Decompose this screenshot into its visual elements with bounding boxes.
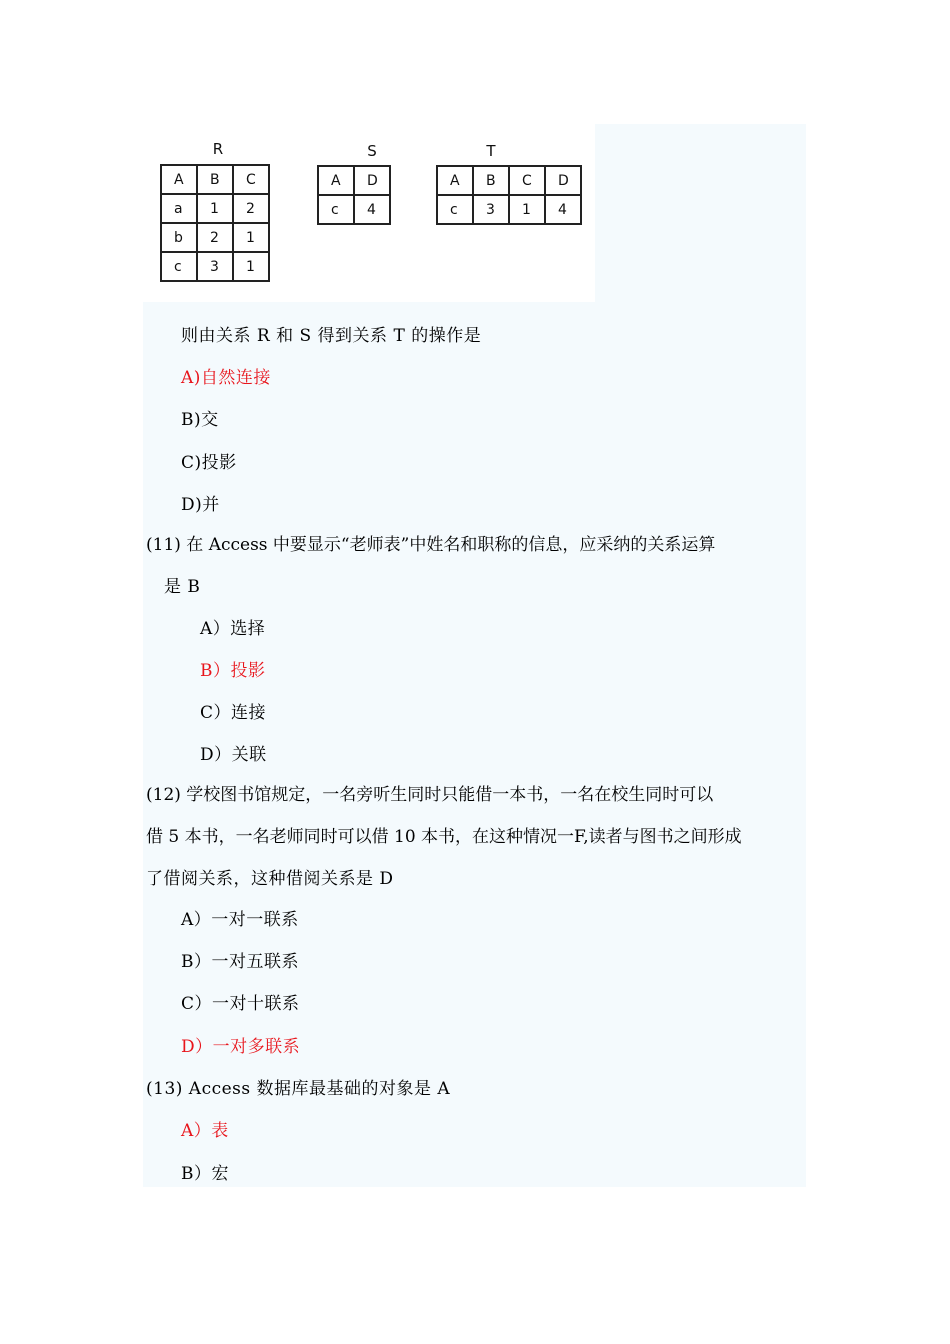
table-cell: A	[161, 165, 197, 194]
table-cell: B	[473, 166, 509, 195]
q11-option-a: A）选择	[200, 619, 266, 639]
q11-stem-line1: (11) 在 Access 中要显示“老师表”中姓名和职称的信息，应采纳的关系运算	[146, 535, 716, 555]
table-t-title: T	[486, 142, 496, 160]
q10-option-b: B)交	[181, 410, 219, 430]
q13-option-a: A）表	[181, 1121, 229, 1141]
table-cell: D	[545, 166, 581, 195]
table-cell: c	[161, 252, 197, 281]
q10-option-d: D)并	[181, 495, 220, 515]
q10-stem: 则由关系 R 和 S 得到关系 T 的操作是	[181, 326, 482, 346]
q13-option-b: B）宏	[181, 1164, 229, 1184]
q12-option-d: D）一对多联系	[181, 1037, 301, 1057]
table-cell: c	[318, 195, 354, 224]
table-cell: C	[509, 166, 545, 195]
table-cell: 1	[233, 223, 269, 252]
relation-figure	[143, 124, 595, 302]
table-cell: A	[318, 166, 354, 195]
q10-option-c: C)投影	[181, 453, 237, 473]
table-cell: 4	[545, 195, 581, 224]
q11-stem-line2: 是 B	[164, 577, 201, 597]
table-t	[436, 165, 582, 225]
table-cell: 3	[197, 252, 233, 281]
table-cell: D	[354, 166, 390, 195]
table-cell: B	[197, 165, 233, 194]
table-cell: b	[161, 223, 197, 252]
q12-stem-line1: (12) 学校图书馆规定，一名旁听生同时只能借一本书，一名在校生同时可以	[146, 785, 714, 805]
q10-option-a: A)自然连接	[181, 368, 271, 388]
table-cell: C	[233, 165, 269, 194]
q12-option-a: A）一对一联系	[181, 910, 299, 930]
q12-stem-line2: 借 5 本书，一名老师同时可以借 10 本书，在这种情况一F,读者与图书之间形成	[146, 827, 742, 847]
table-cell: 2	[233, 194, 269, 223]
q11-option-d: D）关联	[200, 745, 267, 765]
q11-option-c: C）连接	[200, 703, 267, 723]
table-cell: 3	[473, 195, 509, 224]
table-s	[317, 165, 391, 225]
table-r-title: R	[212, 140, 224, 158]
table-cell: A	[437, 166, 473, 195]
table-cell: 2	[197, 223, 233, 252]
table-cell: 4	[354, 195, 390, 224]
q12-option-c: C）一对十联系	[181, 994, 300, 1014]
q13-stem: (13) Access 数据库最基础的对象是 A	[146, 1079, 451, 1099]
table-cell: 1	[509, 195, 545, 224]
q12-option-b: B）一对五联系	[181, 952, 299, 972]
table-s-title: S	[367, 142, 377, 160]
table-cell: c	[437, 195, 473, 224]
table-cell: a	[161, 194, 197, 223]
table-r	[160, 164, 270, 282]
q12-stem-line3: 了借阅关系，这种借阅关系是 D	[146, 869, 394, 889]
table-cell: 1	[197, 194, 233, 223]
q11-option-b: B）投影	[200, 661, 266, 681]
table-cell: 1	[233, 252, 269, 281]
